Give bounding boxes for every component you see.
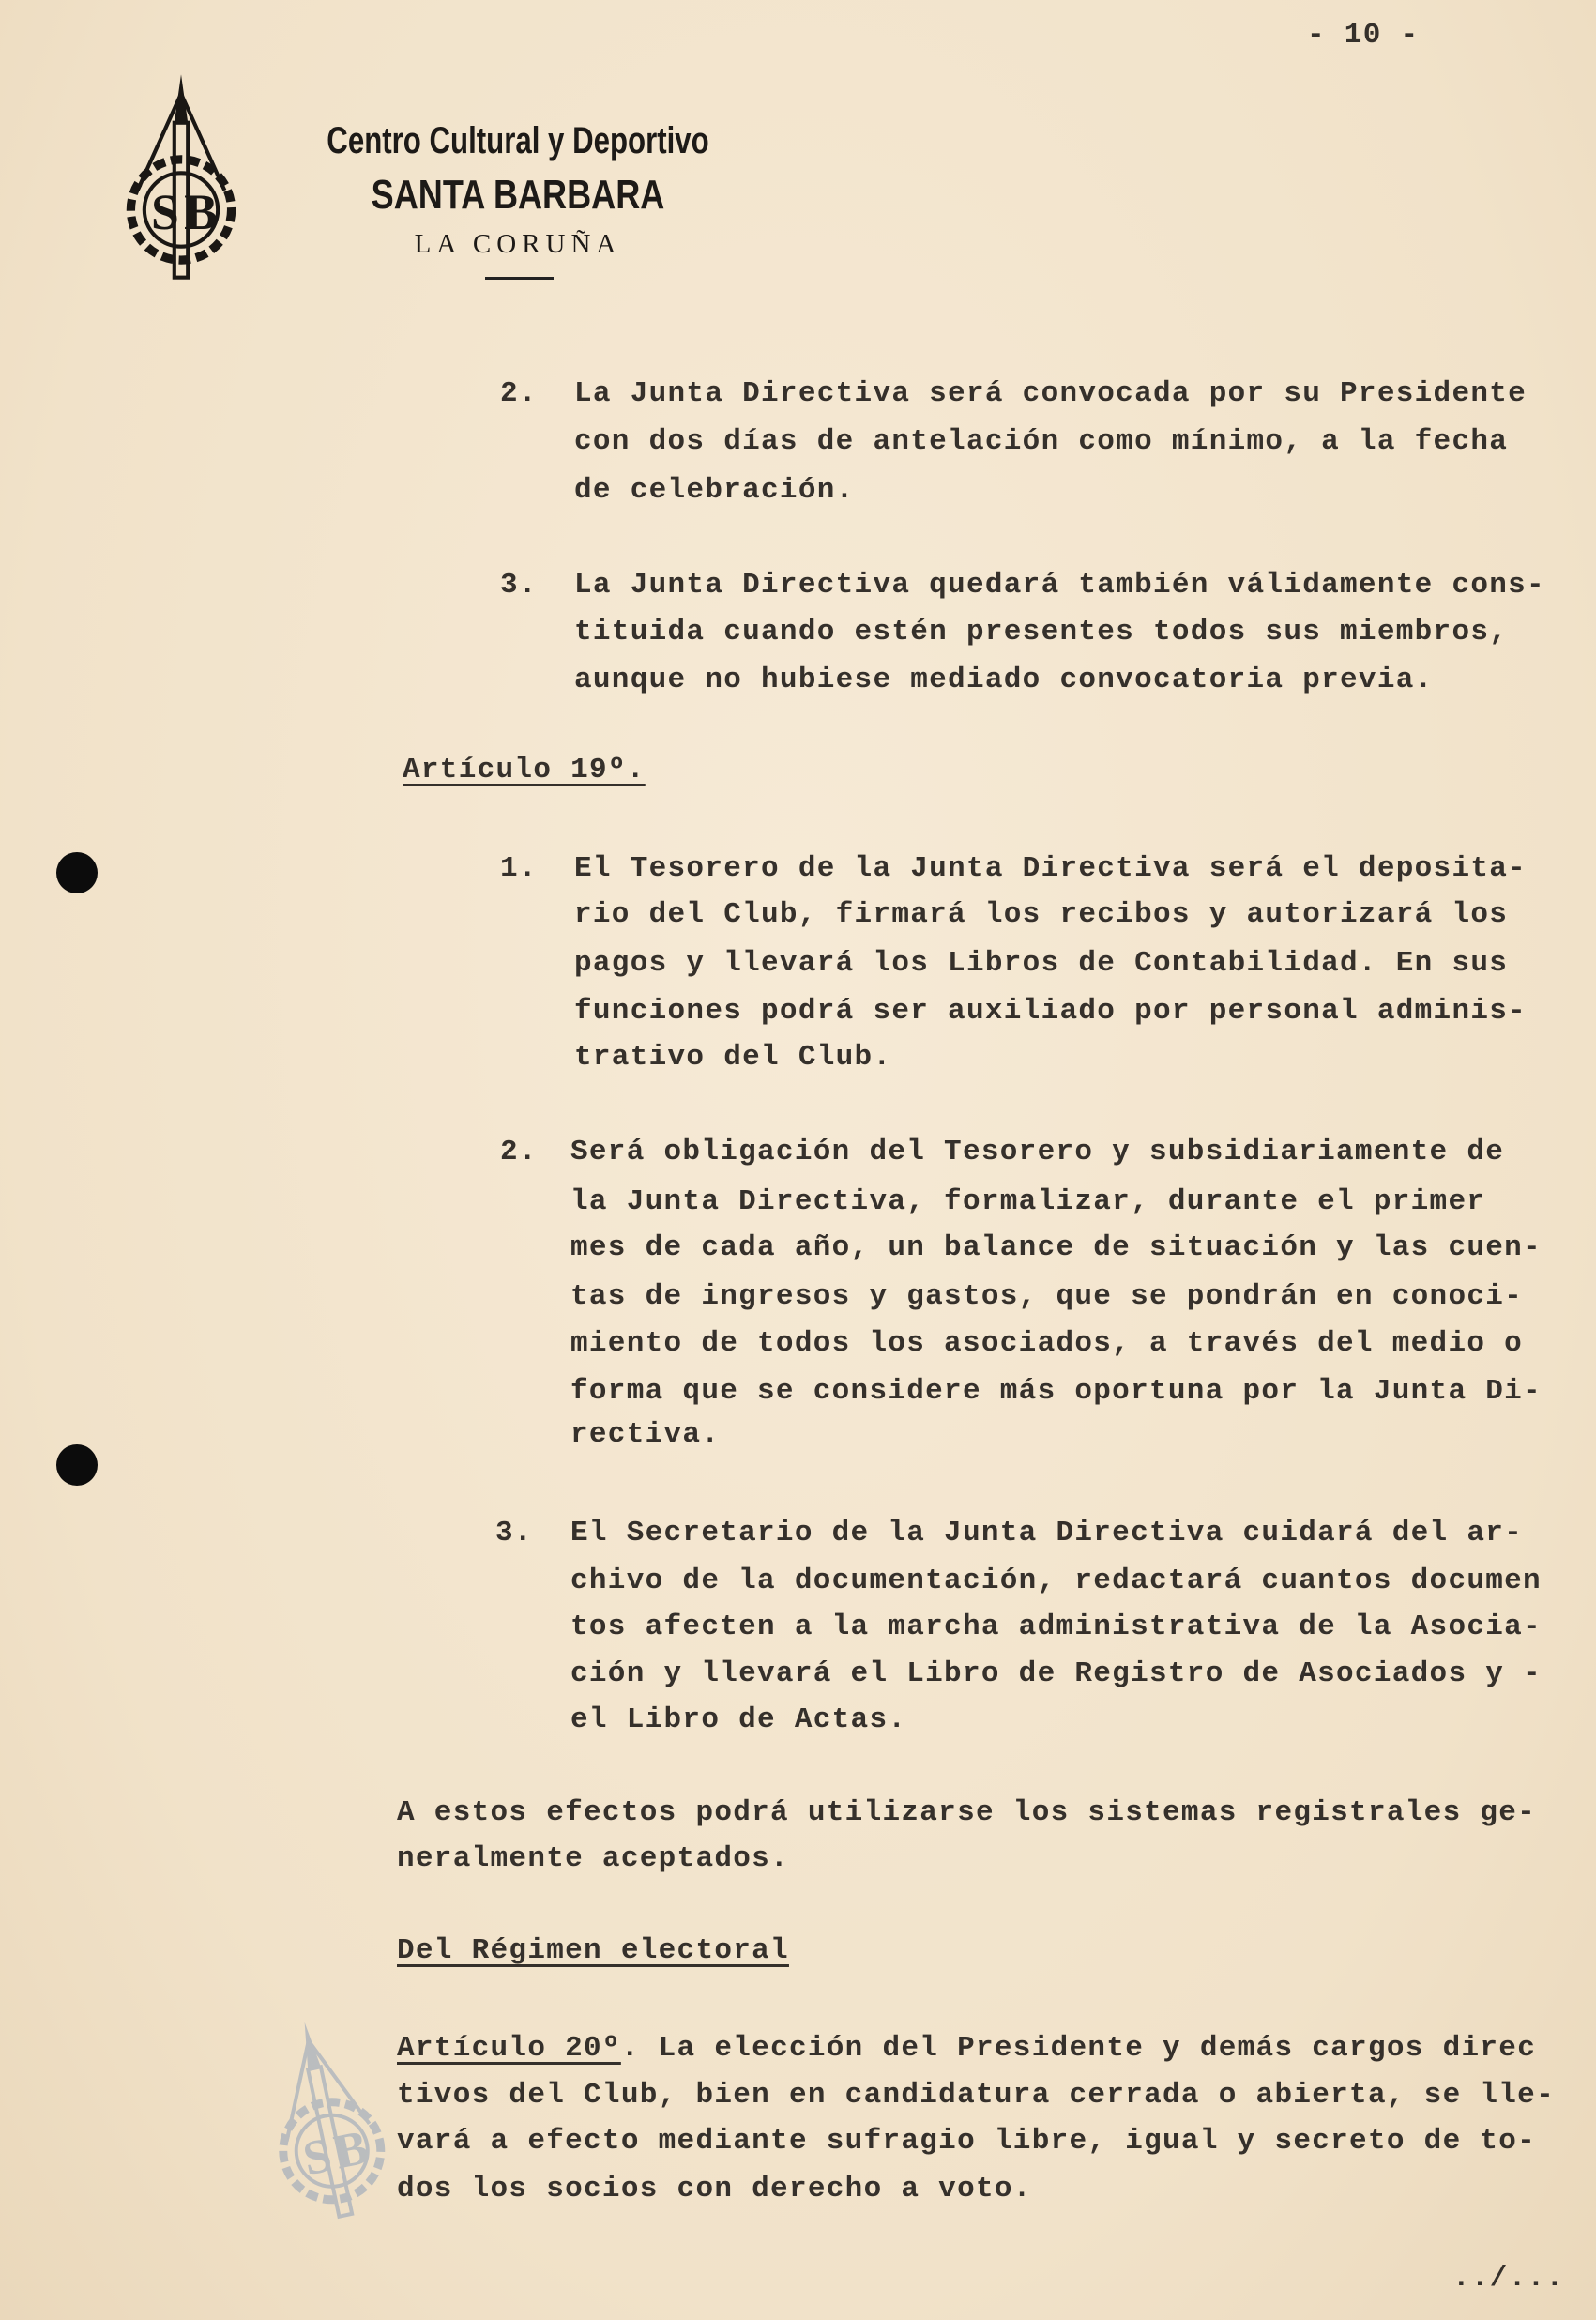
letterhead-rule — [485, 277, 554, 280]
punch-hole-top — [56, 852, 98, 893]
punch-hole-bottom — [56, 1444, 98, 1486]
text-line: El Secretario de la Junta Directiva cuidará del ar- — [570, 1517, 1524, 1549]
text-line: mes de cada año, un balance de situación y las cuen- — [570, 1231, 1542, 1264]
article-19-heading: Artículo 19º. — [403, 754, 646, 786]
article-20-heading: Artículo 20º — [397, 2032, 621, 2065]
text-line: Será obligación del Tesorero y subsidiariamente de — [570, 1136, 1505, 1168]
text-line: rio del Club, firmará los recibos y autorizará los — [574, 898, 1509, 931]
item-number: 3. — [500, 569, 538, 602]
text-line: . La elección del Presidente y demás cargos direc — [620, 2032, 1537, 2065]
text-line: vará a efecto mediante sufragio libre, igual y secreto de to- — [397, 2125, 1537, 2158]
text-line: el Libro de Actas. — [570, 1703, 907, 1736]
item-number: 3. — [495, 1517, 533, 1549]
text-line: A estos efectos podrá utilizarse los sistemas registrales ge- — [397, 1796, 1537, 1829]
text-line: tivos del Club, bien en candidatura cerrada o abierta, se lle- — [397, 2079, 1555, 2112]
electoral-section-heading: Del Régimen electoral — [397, 1934, 789, 1967]
text-line: funciones podrá ser auxiliado por personal adminis- — [574, 995, 1528, 1028]
text-line: La Junta Directiva quedará también válidamente cons- — [574, 569, 1545, 602]
text-line: con dos días de antelación como mínimo, a la fecha — [574, 425, 1509, 458]
letterhead-line3: LA CORUÑA — [414, 229, 622, 259]
text-line: de celebración. — [574, 474, 855, 507]
item-number: 2. — [500, 1136, 538, 1168]
text-line: rectiva. — [570, 1418, 721, 1451]
text-line: miento de todos los asociados, a través del medio o — [570, 1327, 1524, 1360]
text-line: neralmente aceptados. — [397, 1842, 789, 1875]
text-line: chivo de la documentación, redactará cuantos documen — [570, 1564, 1542, 1597]
text-line: la Junta Directiva, formalizar, durante el primer — [570, 1185, 1486, 1218]
item-number: 1. — [500, 852, 538, 885]
page-number: - 10 - — [1307, 19, 1420, 52]
text-line: ción y llevará el Libro de Registro de Asociados y - — [570, 1657, 1542, 1690]
text-line: La Junta Directiva será convocada por su Presidente — [574, 377, 1528, 410]
text-line: El Tesorero de la Junta Directiva será el deposita- — [574, 852, 1528, 885]
text-line: tos afecten a la marcha administrativa de la Asocia- — [570, 1610, 1542, 1643]
text-line: pagos y llevará los Libros de Contabilidad. En sus — [574, 947, 1509, 980]
club-logo — [118, 74, 244, 282]
club-stamp-watermark — [239, 1984, 411, 2257]
text-line: aunque no hubiese mediado convocatoria previa. — [574, 664, 1434, 696]
text-line: trativo del Club. — [574, 1041, 892, 1074]
item-number: 2. — [500, 377, 538, 410]
letterhead-line1: Centro Cultural y Deportivo — [327, 120, 709, 161]
text-line: dos los socios con derecho a voto. — [397, 2173, 1032, 2206]
text-line: tas de ingresos y gastos, que se pondrán en conoci- — [570, 1280, 1524, 1313]
article-20-first-line — [397, 2032, 1536, 2065]
text-line: tituida cuando estén presentes todos sus miembros, — [574, 616, 1509, 649]
text-line: forma que se considere más oportuna por la Junta Di- — [570, 1375, 1542, 1408]
letterhead-line2: SANTA BARBARA — [371, 172, 665, 218]
continuation-mark: ../... — [1452, 2262, 1565, 2295]
